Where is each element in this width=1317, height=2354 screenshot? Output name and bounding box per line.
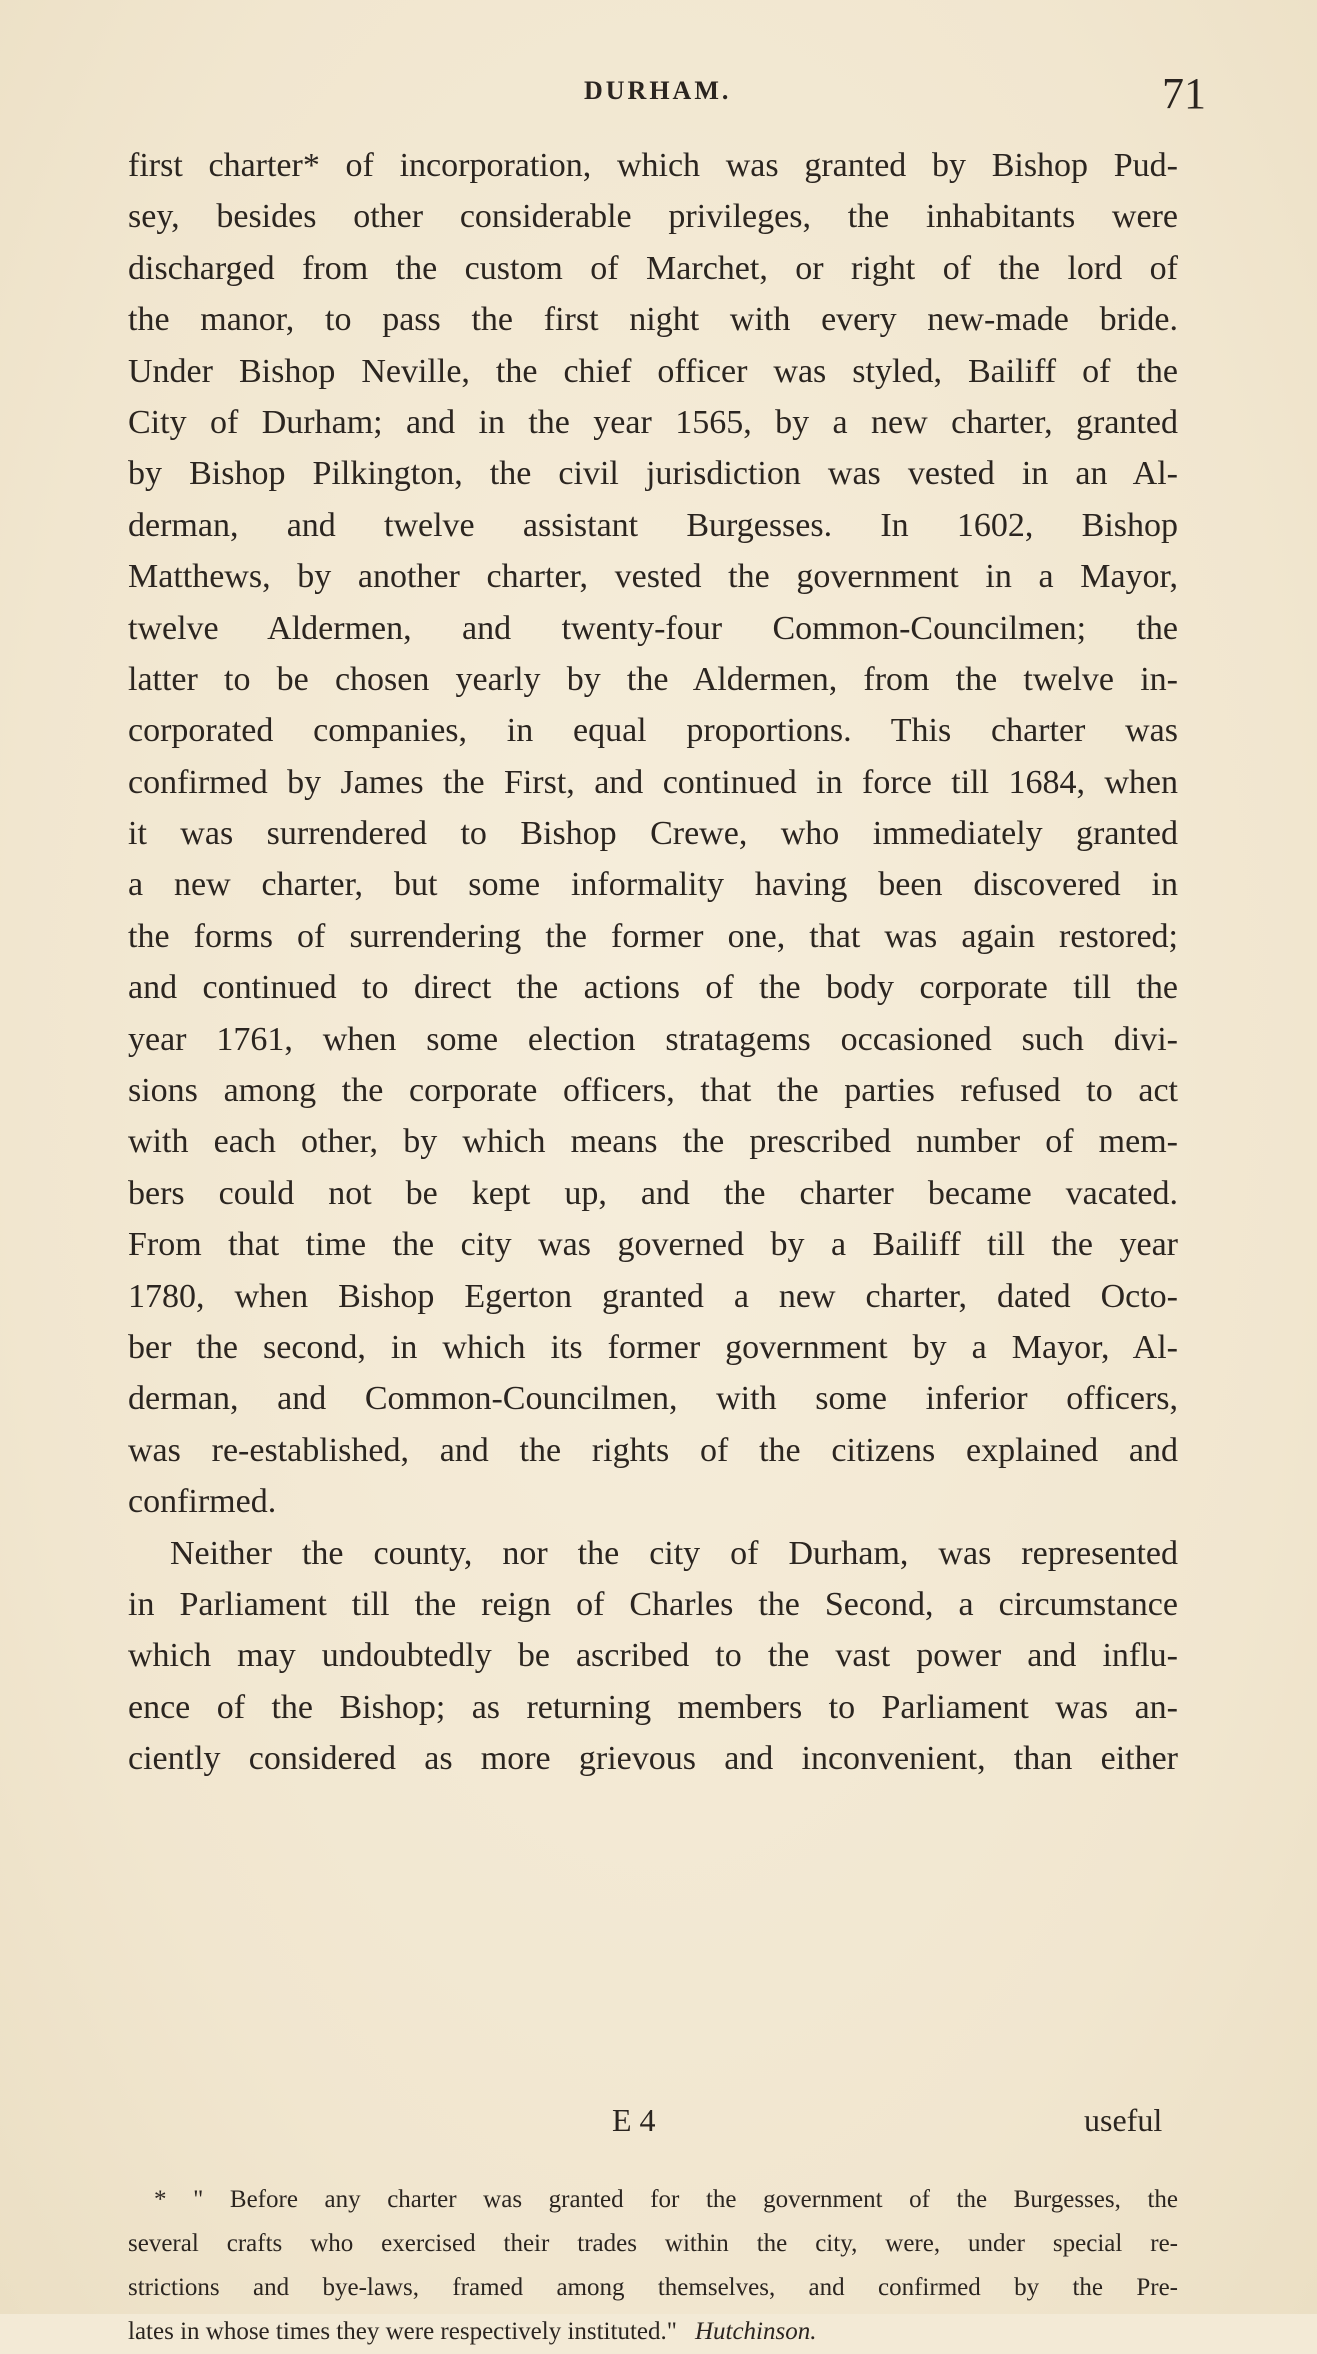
text-line: sey, besides other considerable privileges, the inhabitants were xyxy=(128,198,1178,236)
text-line: City of Durham; and in the year 1565, by a new charter, granted xyxy=(128,403,1178,441)
text-line: confirmed. xyxy=(128,1483,277,1521)
text-line: confirmed by James the First, and continued in force till 1684, when xyxy=(128,763,1178,801)
text-line: bers could not be kept up, and the charter became vacated. xyxy=(128,1174,1178,1212)
text-line: sions among the corporate officers, that the parties refused to act xyxy=(128,1072,1178,1110)
text-line: a new charter, but some informality having been discovered in xyxy=(128,866,1178,904)
text-line: derman, and Common-Councilmen, with some inferior officers, xyxy=(128,1380,1178,1418)
catch-line xyxy=(0,2102,1317,2142)
text-line: From that time the city was governed by a Bailiff till the year xyxy=(128,1226,1178,1264)
text-line: year 1761, when some election stratagems occasioned such divi- xyxy=(128,1020,1178,1058)
text-line: was re-established, and the rights of the citizens explained and xyxy=(128,1431,1178,1469)
text-line: first charter* of incorporation, which was granted by Bishop Pud- xyxy=(128,147,1178,184)
page-number: 71 xyxy=(1162,69,1206,118)
footnote xyxy=(128,2178,1178,2354)
text-line: Matthews, by another charter, vested the government in a Mayor, xyxy=(128,558,1178,596)
page-header xyxy=(0,69,1317,122)
text-line: Neither the county, nor the city of Durham, was represented xyxy=(170,1534,1178,1572)
text-line: it was surrendered to Bishop Crewe, who immediately granted xyxy=(128,815,1178,853)
body-text xyxy=(128,140,1178,1785)
text-line: corporated companies, in equal proportions. This charter was xyxy=(128,712,1178,750)
footnote-line: strictions and bye-laws, framed among themselves, and confirmed by the Pre- xyxy=(128,2274,1178,2301)
text-line: which may undoubtedly be ascribed to the vast power and influ- xyxy=(128,1637,1178,1675)
text-line: ence of the Bishop; as returning members to Parliament was an- xyxy=(128,1688,1178,1726)
text-line: derman, and twelve assistant Burgesses. In 1602, Bishop xyxy=(128,506,1178,544)
text-line: Under Bishop Neville, the chief officer was styled, Bailiff of the xyxy=(128,352,1178,390)
text-line: the forms of surrendering the former one, that was again restored; xyxy=(128,917,1178,955)
text-line: latter to be chosen yearly by the Aldermen, from the twelve in- xyxy=(128,660,1178,698)
text-line: discharged from the custom of Marchet, or right of the lord of xyxy=(128,249,1178,287)
text-line: by Bishop Pilkington, the civil jurisdiction was vested in an Al- xyxy=(128,455,1178,493)
text-line: 1780, when Bishop Egerton granted a new charter, dated Octo- xyxy=(128,1277,1178,1315)
footnote-line: * " Before any charter was granted for the government of the Burgesses, the xyxy=(154,2186,1178,2213)
text-line: and continued to direct the actions of the body corporate till the xyxy=(128,969,1178,1007)
text-line: ciently considered as more grievous and inconvenient, than either xyxy=(128,1740,1178,1778)
text-line: the manor, to pass the first night with every new-made bride. xyxy=(128,301,1178,339)
signature-mark: E 4 xyxy=(612,2102,656,2138)
footnote-text: lates in whose times they were respectively instituted." xyxy=(128,2318,677,2345)
footnote-line: several crafts who exercised their trades within the city, were, under special re- xyxy=(128,2230,1178,2257)
catchword: useful xyxy=(1084,2102,1163,2138)
footnote-author: Hutchinson. xyxy=(694,2318,817,2345)
running-head: DURHAM. xyxy=(584,76,732,105)
footnote-line-last xyxy=(128,2310,1178,2354)
text-line: in Parliament till the reign of Charles the Second, a circumstance xyxy=(128,1585,1178,1623)
text-line: with each other, by which means the prescribed number of mem- xyxy=(128,1123,1178,1161)
text-line: twelve Aldermen, and twenty-four Common-Councilmen; the xyxy=(128,609,1178,647)
text-line: ber the second, in which its former government by a Mayor, Al- xyxy=(128,1328,1178,1366)
